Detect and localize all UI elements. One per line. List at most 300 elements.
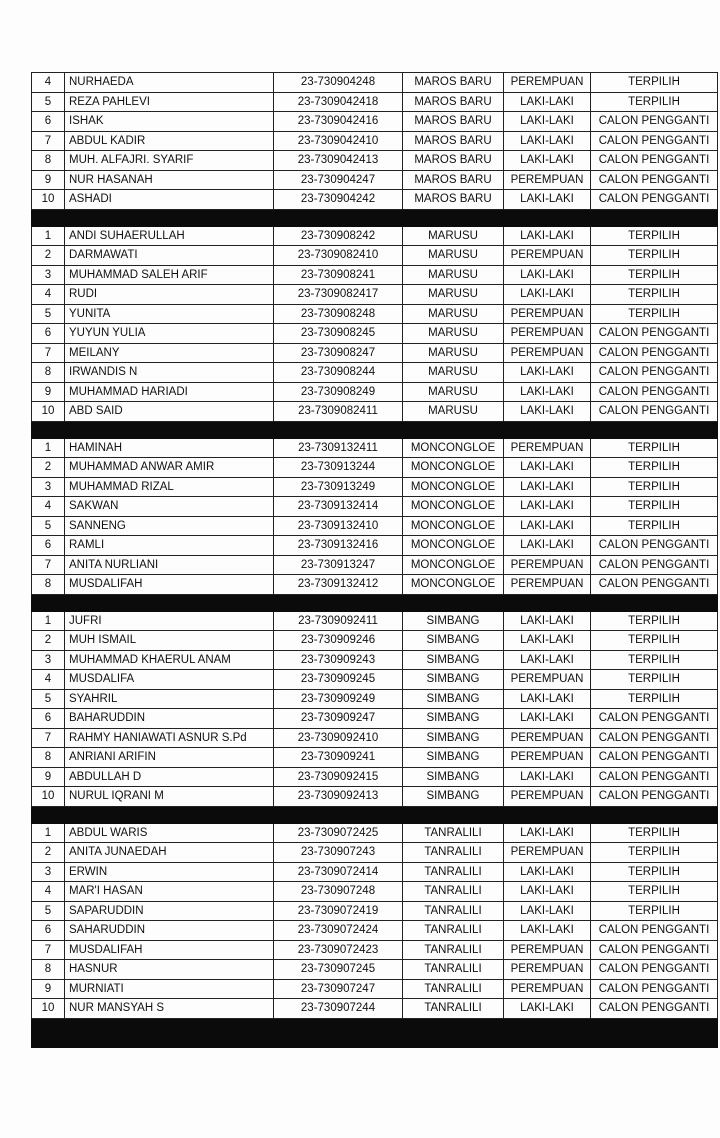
status-cell: TERPILIH <box>591 862 718 882</box>
gender-cell: LAKI-LAKI <box>504 516 591 536</box>
status-cell: TERPILIH <box>591 631 718 651</box>
row-number-cell: 2 <box>32 631 65 651</box>
status-cell: CALON PENGGANTI <box>591 112 718 132</box>
gender-cell: LAKI-LAKI <box>504 112 591 132</box>
registration-number-cell: 23-730904248 <box>274 73 403 93</box>
row-number-cell: 6 <box>32 921 65 941</box>
section-divider <box>32 806 718 823</box>
member-name-cell: NUR HASANAH <box>65 170 274 190</box>
status-cell: TERPILIH <box>591 92 718 112</box>
registration-number-cell: 23-730909249 <box>274 689 403 709</box>
registration-number-cell: 23-730904242 <box>274 190 403 210</box>
section-divider-bar <box>32 421 718 438</box>
gender-cell: LAKI-LAKI <box>504 458 591 478</box>
registration-number-cell: 23-730908241 <box>274 265 403 285</box>
village-name-cell: SIMBANG <box>403 689 504 709</box>
village-name-cell: SIMBANG <box>403 787 504 807</box>
gender-cell: LAKI-LAKI <box>504 382 591 402</box>
gender-cell: LAKI-LAKI <box>504 823 591 843</box>
member-name-cell: SANNENG <box>65 516 274 536</box>
table-row <box>32 921 718 941</box>
member-name-cell: MUSDALIFAH <box>65 940 274 960</box>
status-cell: TERPILIH <box>591 611 718 631</box>
gender-cell: LAKI-LAKI <box>504 689 591 709</box>
table-row <box>32 748 718 768</box>
gender-cell: LAKI-LAKI <box>504 151 591 171</box>
row-number-cell: 5 <box>32 901 65 921</box>
village-name-cell: MARUSU <box>403 304 504 324</box>
village-name-cell: MONCONGLOE <box>403 516 504 536</box>
member-name-cell: ABDULLAH D <box>65 767 274 787</box>
member-name-cell: MUH. ALFAJRI. SYARIF <box>65 151 274 171</box>
status-cell: TERPILIH <box>591 516 718 536</box>
gender-cell: PEREMPUAN <box>504 979 591 999</box>
village-name-cell: MAROS BARU <box>403 92 504 112</box>
member-name-cell: NURUL IQRANI M <box>65 787 274 807</box>
section-divider-bar <box>32 1018 718 1047</box>
registration-number-cell: 23-7309132410 <box>274 516 403 536</box>
registration-number-cell: 23-730908249 <box>274 382 403 402</box>
status-cell: CALON PENGGANTI <box>591 575 718 595</box>
village-name-cell: MAROS BARU <box>403 151 504 171</box>
table-row <box>32 709 718 729</box>
row-number-cell: 4 <box>32 670 65 690</box>
table-row <box>32 516 718 536</box>
registration-number-cell: 23-730907244 <box>274 999 403 1019</box>
status-cell: TERPILIH <box>591 823 718 843</box>
table-row <box>32 689 718 709</box>
registration-number-cell: 23-730913247 <box>274 555 403 575</box>
status-cell: CALON PENGGANTI <box>591 170 718 190</box>
table-row <box>32 960 718 980</box>
section-divider-bar <box>32 806 718 823</box>
status-cell: CALON PENGGANTI <box>591 728 718 748</box>
member-name-cell: ANRIANI ARIFIN <box>65 748 274 768</box>
member-name-cell: ABDUL WARIS <box>65 823 274 843</box>
row-number-cell: 7 <box>32 343 65 363</box>
section-divider-bar <box>32 594 718 611</box>
gender-cell: PEREMPUAN <box>504 438 591 458</box>
table-row <box>32 363 718 383</box>
village-name-cell: MAROS BARU <box>403 112 504 132</box>
village-name-cell: MONCONGLOE <box>403 555 504 575</box>
member-name-cell: MURNIATI <box>65 979 274 999</box>
row-number-cell: 6 <box>32 536 65 556</box>
table-row <box>32 304 718 324</box>
gender-cell: PEREMPUAN <box>504 940 591 960</box>
row-number-cell: 9 <box>32 382 65 402</box>
member-name-cell: SYAHRIL <box>65 689 274 709</box>
table-row <box>32 458 718 478</box>
status-cell: TERPILIH <box>591 246 718 266</box>
status-cell: CALON PENGGANTI <box>591 748 718 768</box>
row-number-cell: 7 <box>32 555 65 575</box>
member-name-cell: HASNUR <box>65 960 274 980</box>
table-row <box>32 402 718 422</box>
status-cell: CALON PENGGANTI <box>591 190 718 210</box>
village-name-cell: MAROS BARU <box>403 131 504 151</box>
member-name-cell: ISHAK <box>65 112 274 132</box>
gender-cell: LAKI-LAKI <box>504 92 591 112</box>
gender-cell: LAKI-LAKI <box>504 882 591 902</box>
status-cell: CALON PENGGANTI <box>591 382 718 402</box>
row-number-cell: 3 <box>32 265 65 285</box>
row-number-cell: 7 <box>32 131 65 151</box>
row-number-cell: 10 <box>32 999 65 1019</box>
table-row <box>32 151 718 171</box>
registration-number-cell: 23-730909241 <box>274 748 403 768</box>
status-cell: TERPILIH <box>591 497 718 517</box>
row-number-cell: 1 <box>32 226 65 246</box>
village-name-cell: TANRALILI <box>403 921 504 941</box>
registration-number-cell: 23-7309132412 <box>274 575 403 595</box>
member-name-cell: RAMLI <box>65 536 274 556</box>
row-number-cell: 9 <box>32 979 65 999</box>
gender-cell: LAKI-LAKI <box>504 611 591 631</box>
village-name-cell: MONCONGLOE <box>403 497 504 517</box>
table-row <box>32 382 718 402</box>
table-row <box>32 999 718 1019</box>
status-cell: CALON PENGGANTI <box>591 787 718 807</box>
member-name-cell: JUFRI <box>65 611 274 631</box>
row-number-cell: 2 <box>32 458 65 478</box>
row-number-cell: 8 <box>32 960 65 980</box>
row-number-cell: 6 <box>32 709 65 729</box>
village-name-cell: MARUSU <box>403 226 504 246</box>
table-row <box>32 438 718 458</box>
member-name-cell: ANITA NURLIANI <box>65 555 274 575</box>
status-cell: CALON PENGGANTI <box>591 767 718 787</box>
village-name-cell: MONCONGLOE <box>403 536 504 556</box>
village-name-cell: MARUSU <box>403 343 504 363</box>
status-cell: TERPILIH <box>591 882 718 902</box>
village-name-cell: TANRALILI <box>403 823 504 843</box>
member-name-cell: YUNITA <box>65 304 274 324</box>
gender-cell: PEREMPUAN <box>504 748 591 768</box>
row-number-cell: 3 <box>32 650 65 670</box>
table-row <box>32 190 718 210</box>
member-name-cell: DARMAWATI <box>65 246 274 266</box>
row-number-cell: 10 <box>32 190 65 210</box>
registration-number-cell: 23-7309072423 <box>274 940 403 960</box>
status-cell: CALON PENGGANTI <box>591 402 718 422</box>
row-number-cell: 1 <box>32 611 65 631</box>
row-number-cell: 8 <box>32 151 65 171</box>
row-number-cell: 9 <box>32 170 65 190</box>
row-number-cell: 8 <box>32 575 65 595</box>
village-name-cell: SIMBANG <box>403 670 504 690</box>
village-name-cell: SIMBANG <box>403 611 504 631</box>
village-name-cell: SIMBANG <box>403 631 504 651</box>
table-row <box>32 843 718 863</box>
gender-cell: LAKI-LAKI <box>504 536 591 556</box>
registration-number-cell: 23-730913249 <box>274 477 403 497</box>
village-name-cell: MARUSU <box>403 285 504 305</box>
village-name-cell: TANRALILI <box>403 843 504 863</box>
row-number-cell: 5 <box>32 689 65 709</box>
village-name-cell: TANRALILI <box>403 862 504 882</box>
village-name-cell: MONCONGLOE <box>403 438 504 458</box>
registration-number-cell: 23-7309132414 <box>274 497 403 517</box>
status-cell: TERPILIH <box>591 438 718 458</box>
status-cell: TERPILIH <box>591 458 718 478</box>
table-row <box>32 226 718 246</box>
registration-number-cell: 23-730913244 <box>274 458 403 478</box>
member-name-cell: RAHMY HANIAWATI ASNUR S.Pd <box>65 728 274 748</box>
registration-number-cell: 23-7309042416 <box>274 112 403 132</box>
row-number-cell: 4 <box>32 497 65 517</box>
village-name-cell: TANRALILI <box>403 940 504 960</box>
status-cell: TERPILIH <box>591 304 718 324</box>
village-name-cell: TANRALILI <box>403 960 504 980</box>
gender-cell: PEREMPUAN <box>504 960 591 980</box>
gender-cell: LAKI-LAKI <box>504 901 591 921</box>
member-name-cell: IRWANDIS N <box>65 363 274 383</box>
status-cell: TERPILIH <box>591 477 718 497</box>
row-number-cell: 5 <box>32 304 65 324</box>
status-cell: CALON PENGGANTI <box>591 940 718 960</box>
village-name-cell: SIMBANG <box>403 728 504 748</box>
member-name-cell: ANITA JUNAEDAH <box>65 843 274 863</box>
gender-cell: PEREMPUAN <box>504 555 591 575</box>
registration-number-cell: 23-730907247 <box>274 979 403 999</box>
gender-cell: LAKI-LAKI <box>504 363 591 383</box>
row-number-cell: 8 <box>32 363 65 383</box>
gender-cell: PEREMPUAN <box>504 73 591 93</box>
status-cell: TERPILIH <box>591 901 718 921</box>
gender-cell: LAKI-LAKI <box>504 131 591 151</box>
gender-cell: LAKI-LAKI <box>504 285 591 305</box>
village-name-cell: TANRALILI <box>403 882 504 902</box>
registration-number-cell: 23-7309092410 <box>274 728 403 748</box>
registration-number-cell: 23-730907245 <box>274 960 403 980</box>
member-name-cell: MEILANY <box>65 343 274 363</box>
gender-cell: PEREMPUAN <box>504 246 591 266</box>
table-row <box>32 631 718 651</box>
table-row <box>32 112 718 132</box>
row-number-cell: 2 <box>32 843 65 863</box>
village-name-cell: TANRALILI <box>403 999 504 1019</box>
table-row <box>32 131 718 151</box>
gender-cell: LAKI-LAKI <box>504 921 591 941</box>
section-divider <box>32 421 718 438</box>
gender-cell: LAKI-LAKI <box>504 477 591 497</box>
status-cell: CALON PENGGANTI <box>591 979 718 999</box>
status-cell: CALON PENGGANTI <box>591 131 718 151</box>
village-name-cell: SIMBANG <box>403 650 504 670</box>
row-number-cell: 6 <box>32 112 65 132</box>
row-number-cell: 1 <box>32 438 65 458</box>
gender-cell: LAKI-LAKI <box>504 999 591 1019</box>
gender-cell: LAKI-LAKI <box>504 497 591 517</box>
status-cell: TERPILIH <box>591 73 718 93</box>
village-name-cell: MARUSU <box>403 402 504 422</box>
status-cell: CALON PENGGANTI <box>591 536 718 556</box>
status-cell: CALON PENGGANTI <box>591 960 718 980</box>
gender-cell: PEREMPUAN <box>504 787 591 807</box>
registration-number-cell: 23-7309072414 <box>274 862 403 882</box>
row-number-cell: 8 <box>32 748 65 768</box>
registration-number-cell: 23-730907243 <box>274 843 403 863</box>
village-name-cell: MARUSU <box>403 324 504 344</box>
member-name-cell: NUR MANSYAH S <box>65 999 274 1019</box>
table-row <box>32 901 718 921</box>
table-row <box>32 92 718 112</box>
village-name-cell: MONCONGLOE <box>403 458 504 478</box>
member-name-cell: SAPARUDDIN <box>65 901 274 921</box>
row-number-cell: 5 <box>32 92 65 112</box>
gender-cell: PEREMPUAN <box>504 843 591 863</box>
village-name-cell: SIMBANG <box>403 748 504 768</box>
member-name-cell: MUSDALIFAH <box>65 575 274 595</box>
table-row <box>32 285 718 305</box>
table-row <box>32 536 718 556</box>
row-number-cell: 4 <box>32 882 65 902</box>
table-row <box>32 979 718 999</box>
member-name-cell: ABD SAID <box>65 402 274 422</box>
row-number-cell: 3 <box>32 862 65 882</box>
status-cell: TERPILIH <box>591 670 718 690</box>
table-row <box>32 670 718 690</box>
member-name-cell: HAMINAH <box>65 438 274 458</box>
table-row <box>32 477 718 497</box>
table-row <box>32 650 718 670</box>
row-number-cell: 7 <box>32 940 65 960</box>
row-number-cell: 10 <box>32 787 65 807</box>
member-name-cell: ERWIN <box>65 862 274 882</box>
table-row <box>32 611 718 631</box>
status-cell: CALON PENGGANTI <box>591 343 718 363</box>
member-name-cell: RUDI <box>65 285 274 305</box>
registration-number-cell: 23-7309082411 <box>274 402 403 422</box>
section-divider <box>32 594 718 611</box>
gender-cell: LAKI-LAKI <box>504 226 591 246</box>
village-name-cell: MARUSU <box>403 382 504 402</box>
gender-cell: LAKI-LAKI <box>504 402 591 422</box>
table-row <box>32 728 718 748</box>
village-name-cell: MARUSU <box>403 363 504 383</box>
registration-number-cell: 23-7309072419 <box>274 901 403 921</box>
member-name-cell: MUHAMMAD RIZAL <box>65 477 274 497</box>
row-number-cell: 7 <box>32 728 65 748</box>
registration-number-cell: 23-730908245 <box>274 324 403 344</box>
registration-number-cell: 23-730909243 <box>274 650 403 670</box>
status-cell: CALON PENGGANTI <box>591 921 718 941</box>
registration-number-cell: 23-7309072424 <box>274 921 403 941</box>
status-cell: CALON PENGGANTI <box>591 151 718 171</box>
registration-number-cell: 23-7309082410 <box>274 246 403 266</box>
table-row <box>32 73 718 93</box>
registration-number-cell: 23-7309092415 <box>274 767 403 787</box>
registration-number-cell: 23-730909246 <box>274 631 403 651</box>
table-row <box>32 343 718 363</box>
table-row <box>32 767 718 787</box>
gender-cell: LAKI-LAKI <box>504 767 591 787</box>
gender-cell: LAKI-LAKI <box>504 631 591 651</box>
registration-number-cell: 23-7309132411 <box>274 438 403 458</box>
row-number-cell: 4 <box>32 285 65 305</box>
member-name-cell: ANDI SUHAERULLAH <box>65 226 274 246</box>
section-divider-bar <box>32 209 718 226</box>
gender-cell: PEREMPUAN <box>504 670 591 690</box>
gender-cell: LAKI-LAKI <box>504 190 591 210</box>
member-name-cell: YUYUN YULIA <box>65 324 274 344</box>
table-row <box>32 246 718 266</box>
member-name-cell: NURHAEDA <box>65 73 274 93</box>
gender-cell: PEREMPUAN <box>504 170 591 190</box>
row-number-cell: 2 <box>32 246 65 266</box>
member-name-cell: MUHAMMAD ANWAR AMIR <box>65 458 274 478</box>
table-row <box>32 555 718 575</box>
member-name-cell: SAHARUDDIN <box>65 921 274 941</box>
gender-cell: LAKI-LAKI <box>504 862 591 882</box>
status-cell: CALON PENGGANTI <box>591 555 718 575</box>
village-name-cell: MAROS BARU <box>403 190 504 210</box>
document-sheet <box>31 72 710 1048</box>
row-number-cell: 6 <box>32 324 65 344</box>
status-cell: TERPILIH <box>591 650 718 670</box>
registration-number-cell: 23-730909245 <box>274 670 403 690</box>
section-divider <box>32 1018 718 1047</box>
status-cell: CALON PENGGANTI <box>591 709 718 729</box>
registration-number-cell: 23-7309042418 <box>274 92 403 112</box>
status-cell: TERPILIH <box>591 285 718 305</box>
village-name-cell: MARUSU <box>403 265 504 285</box>
member-name-cell: MUHAMMAD KHAERUL ANAM <box>65 650 274 670</box>
registration-number-cell: 23-730908242 <box>274 226 403 246</box>
member-name-cell: MUHAMMAD HARIADI <box>65 382 274 402</box>
village-name-cell: MONCONGLOE <box>403 477 504 497</box>
village-name-cell: TANRALILI <box>403 979 504 999</box>
gender-cell: LAKI-LAKI <box>504 265 591 285</box>
table-row <box>32 324 718 344</box>
registration-number-cell: 23-7309042410 <box>274 131 403 151</box>
registration-number-cell: 23-7309092411 <box>274 611 403 631</box>
village-name-cell: MONCONGLOE <box>403 575 504 595</box>
gender-cell: LAKI-LAKI <box>504 709 591 729</box>
gender-cell: PEREMPUAN <box>504 304 591 324</box>
row-number-cell: 5 <box>32 516 65 536</box>
registration-number-cell: 23-7309072425 <box>274 823 403 843</box>
table-row <box>32 823 718 843</box>
registration-number-cell: 23-7309092413 <box>274 787 403 807</box>
status-cell: CALON PENGGANTI <box>591 999 718 1019</box>
village-name-cell: SIMBANG <box>403 767 504 787</box>
village-name-cell: MAROS BARU <box>403 170 504 190</box>
member-roster-table <box>31 72 718 1048</box>
table-row <box>32 882 718 902</box>
gender-cell: PEREMPUAN <box>504 575 591 595</box>
status-cell: TERPILIH <box>591 226 718 246</box>
row-number-cell: 10 <box>32 402 65 422</box>
section-divider <box>32 209 718 226</box>
status-cell: TERPILIH <box>591 689 718 709</box>
member-name-cell: REZA PAHLEVI <box>65 92 274 112</box>
status-cell: CALON PENGGANTI <box>591 324 718 344</box>
table-row <box>32 862 718 882</box>
row-number-cell: 4 <box>32 73 65 93</box>
status-cell: CALON PENGGANTI <box>591 363 718 383</box>
row-number-cell: 1 <box>32 823 65 843</box>
gender-cell: LAKI-LAKI <box>504 650 591 670</box>
village-name-cell: MAROS BARU <box>403 73 504 93</box>
village-name-cell: TANRALILI <box>403 901 504 921</box>
member-name-cell: MAR'I HASAN <box>65 882 274 902</box>
gender-cell: PEREMPUAN <box>504 343 591 363</box>
village-name-cell: SIMBANG <box>403 709 504 729</box>
status-cell: TERPILIH <box>591 265 718 285</box>
registration-number-cell: 23-730904247 <box>274 170 403 190</box>
